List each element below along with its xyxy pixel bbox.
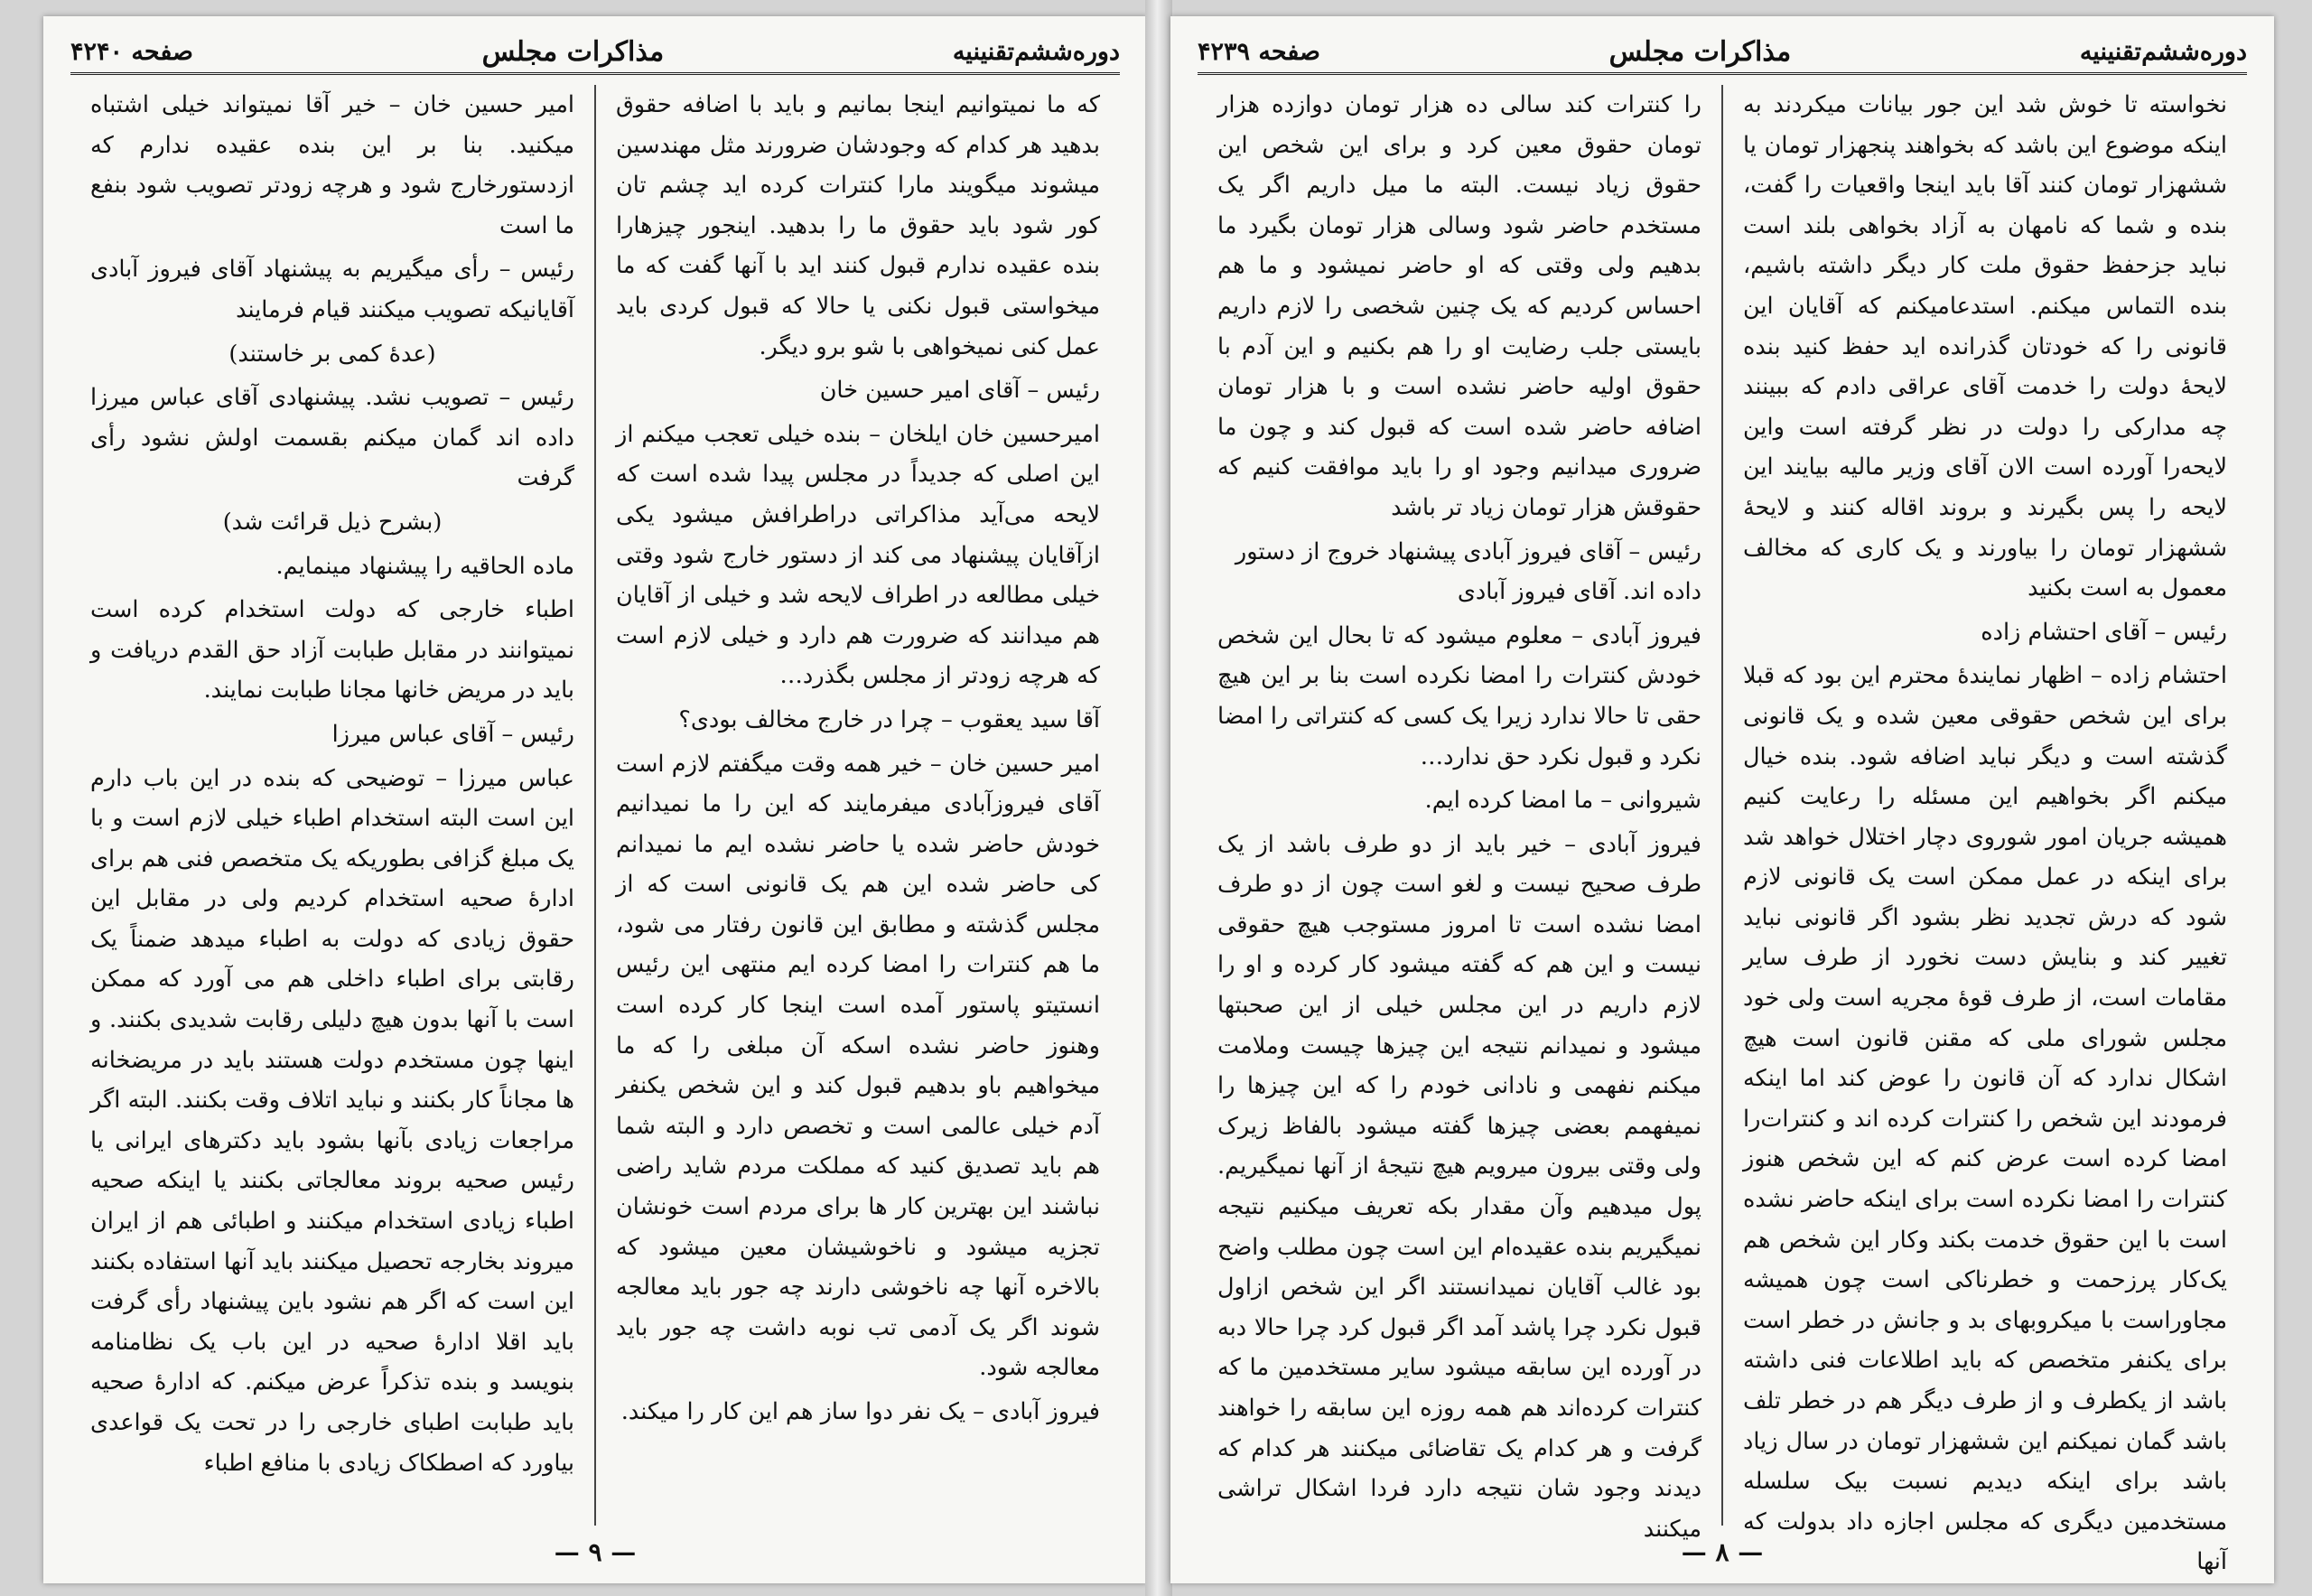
paragraph: امیر حسین خان – خیر آقا نمیتواند خیلی اشتباه میکنید. بنا بر این بنده عقیده ندارم که ازدستورخارج شود و هرچه زودتر تصویب شود بنفع ما است xyxy=(90,91,574,239)
paragraph: عباس میرزا – توضیحی که بنده در این باب دارم این است البته استخدام اطباء خیلی لازم است و با یک مبلغ گزافی بطوریکه یک متخصص فنی هم برای ادارهٔ صحیه استخدام کردیم ولی در مقابل این حقوق زیادی که دولت به اطباء میدهد ضمناً یک رقابتی برای اطباء داخلی هم می آورد که ممکن است با آنها بدون هیچ دلیلی رقابت شدیدی بکنند. و اینها چون مستخدم دولت هستند باید در مریضخانه ها مجاناً کار بکنند و نباید اتلاف وقت بکنند. البته اگر مراجعات زیادی بآنها بشود باید دکترهای ایرانی یا رئیس صحیه بروند معالجاتی بکنند یا اینکه صحیه اطباء زیادی استخدام میکنند و اطبائی هم از ایران میروند بخارجه تحصیل میکنند باید آنها استفاده بکنند این است که اگر هم نشود باین پیشنهاد رأی گرفت باید اقلا ادارهٔ صحیه در این باب یک نظامنامه بنویسد و بنده تذکراً عرض میکنم. که ادارهٔ صحیه باید طبابت اطبای خارجی را در تحت یک قواعدی بیاورد که اصطکاک زیادی با منافع اطباء xyxy=(90,764,574,1477)
paragraph: که ما نمیتوانیم اینجا بمانیم و باید با اضافه حقوق بدهید هر کدام که وجودشان ضرورند مثل مهندسین میشوند میگویند مارا کنترات کرده اید چشم تان کور شود باید حقوق ما را بدهید. اینجور چیزهارا بنده عقیده ندارم قبول کنند اید با آنها گفت که ما میخواستی قبول نکنی یا حالا که قبول کردی باید عمل کنی نمیخواهی با شو برو دیگر. xyxy=(616,91,1100,360)
paragraph: اطباء خارجی که دولت استخدام کرده است نمیتوانند در مقابل طبابت آزاد حق القدم دریافت و باید در مریض خانها مجانا طبابت نمایند. xyxy=(90,596,574,705)
page-left xyxy=(43,16,1147,1583)
speaker-line: رئیس – آقای عباس میرزا xyxy=(331,720,574,748)
paragraph: نخواسته تا خوش شد این جور بیانات میکردند به اینکه موضوع این باشد که بخواهند پنجهزار تومان یا ششهزار تومان کنند آقا باید اینجا واقعیات را گفت، بنده و شما که نامهان به آزاد بخواهی بلند است نباید جزحفظ حقوق ملت کار دیگر داشته باشیم، بنده التماس میکنم. استدعامیکنم که آقایان این قانونی را که خودتان گذرانده اید حفظ کنید بنده لایحهٔ دولت را خدمت آقای عراقی دادم که ببینند چه مدارکی را دولت در نظر گرفته است واین لایحه‌را آورده است الان آقای وزیر مالیه بیایند این لایحه را پس بگیرند و بروند اقاله کنند و لایحهٔ ششهزار تومان را بیاورند و یک کاری که مخالف معمول به است بکنید xyxy=(1743,91,2227,602)
paragraph: فیروز آبادی – خیر باید از دو طرف باشد از یک طرف صحیح نیست و لغو است چون از دو طرف امضا نشده است تا امروز مستوجب هیچ حقوقی نیست و این هم که گفته میشود کار کرده و او را لازم داریم در این مجلس خیلی از این صحبتها میشود و نمیدانم نتیجه این چیزها چیست وملامت میکنم نفهمی و نادانی خودم را که این چیزها را نمیفهمم بعضی چیزها گفته میشود بالفاظ زیرک ولی وقتی بیرون میرویم هیچ نتیجهٔ از آنها نمیگیریم. پول میدهیم وآن مقدار بکه تعریف میکنیم نتیجه نمیگیریم بنده عقیده‌ام این است چون مطلب واضح بود غالب آقایان نمیدانستند اگر این شخص ازاول قبول نکرد چرا پاشد آمد اگر قبول کرد چرا حالا دبه در آورده این سابقه میشود سایر مستخدمین ما که کنترات کرده‌اند هم همه روزه این سابقه را خواهند گرفت و هر کدام یک تقاضائی میکنند هر کدام که دیدند وجود شان نتیجه دارد فردا اشکال تراشی میکنند xyxy=(1217,830,1702,1543)
column-left xyxy=(70,85,596,1526)
header-title: مذاکرات مجلس xyxy=(1608,35,1792,68)
header-page-number: صفحه ۴۲۳۹ xyxy=(1198,37,1320,66)
speaker-line: آقا سید یعقوب – چرا در خارج مخالف بودی؟ xyxy=(678,705,1100,733)
page-footer-number: — ۸ — xyxy=(1681,1537,1764,1567)
header-series: دوره‌ششم‌تقنینیه xyxy=(2079,37,2247,66)
paragraph: فیروز آبادی – معلوم میشود که تا بحال این شخص خودش کنترات را امضا نکرده است بنا بر این هیچ حقی تا حالا ندارد زیرا یک کسی که کنتراتی را امضا نکرد و قبول نکرد حق ندارد… xyxy=(1217,621,1701,770)
page-header xyxy=(70,31,1120,75)
stage-direction: (بشرح ذیل قرائت شد) xyxy=(222,508,443,536)
book-gutter xyxy=(1145,0,1172,1596)
paragraph: ماده الحاقیه را پیشنهاد مینمایم. xyxy=(275,552,574,580)
paragraph: امیر حسین خان – خیر همه وقت میگفتم لازم است آقای فیروزآبادی میفرمایند که این را ما نمیدانیم خودش حاضر شده یا حاضر نشده ایم ما نمیدانم کی حاضر شده این هم یک قانونی است که از مجلس گذشته و مطابق این قانون رفتار می شود، ما هم کنترات را امضا کرده ایم منتهی این رئیس انستیتو پاستور آمده است اینجا کار کرده است وهنوز حاضر نشده اسکه آن مبلغی را که ما میخواهیم باو بدهیم قبول کند و این شخص یکنفر آدم خیلی عالمی است و تخصص دارد و البته شما هم باید تصدیق کنید که مملکت مردم شاید راضی نباشند این بهترین کار ها برای مردم است خونشان تجزیه میشود و ناخوشیشان معین میشود که بالاخره آنها چه ناخوشی دارند چه جور باید معالجه شوند اگر یک آدمی تب نوبه داشت چه جور باید معالجه شود. xyxy=(616,750,1100,1382)
paragraph: امیرحسین خان ایلخان – بنده خیلی تعجب میکنم از این اصلی که جدیداً در مجلس پیدا شده است که لایحه می‌آید مذاکراتی دراطرافش میشود یکی ازآقایان پیشنهاد می کند از دستور خارج شود وقتی خیلی مطالعه در اطراف لایحه شد و خیلی از آقایان هم میدانند که ضرورت هم دارد و خیلی لازم است که هرچه زودتر از مجلس بگذرد… xyxy=(616,420,1100,690)
speaker-line: شیروانی – ما امضا کرده ایم. xyxy=(1424,787,1701,815)
header-title: مذاکرات مجلس xyxy=(481,35,665,68)
text-columns xyxy=(70,85,1120,1526)
paragraph: رئیس – تصویب نشد. پیشنهادی آقای عباس میرزا داده اند گمان میکنم بقسمت اولش نشود رأی گرفت xyxy=(90,384,574,492)
page-header xyxy=(1198,31,2247,75)
column-left xyxy=(1198,85,1723,1543)
page-right xyxy=(1170,16,2274,1583)
paragraph: رئیس – رأی میگیریم به پیشنهاد آقای فیروز آبادی آقایانیکه تصویب میکنند قیام فرمایند xyxy=(90,256,574,323)
speaker-line: رئیس – آقای احتشام زاده xyxy=(1981,618,2227,646)
header-series: دوره‌ششم‌تقنینیه xyxy=(952,37,1120,66)
speaker-line: رئیس – آقای فیروز آبادی پیشنهاد خروج از دستور داده اند. آقای فیروز آبادی xyxy=(1235,537,1701,606)
paragraph: را کنترات کند سالی ده هزار تومان دوازده هزار تومان حقوق معین کرد و برای این شخص این حقوق زیاد نیست. البته ما میل داریم اگر یک مستخدم حاضر شود وسالی هزار تومان بگیرد ما بدهیم ولی وقتی که او حاضر نمیشود و ما هم احساس کردیم که یک چنین شخصی را لازم داریم بایستی جلب رضایت او را هم بکنیم و این آدم با حقوق اولیه حاضر نشده است و با هزار تومان اضافه حاضر شده است که قبول کند و چون ما ضروری میدانیم وجود او را باید موافقت کنیم که حقوقش هزار تومان زیاد تر باشد xyxy=(1217,91,1701,521)
paragraph: احتشام زاده – اظهار نمایندهٔ محترم این بود که قبلا برای این شخص حقوقی معین شده و یک قانونی گذشته است و دیگر نباید اضافه شود. بنده خیال میکنم اگر بخواهیم این مسئله را رعایت کنیم همیشه جریان امور شوروی دچار اختلال خواهد شد برای اینکه در عمل ممکن است یک قانونی لازم شود که درش تجدید نظر بشود اگر قانونی نباید تغییر کند و بنایش دست نخورد از طرف سایر مقامات است، از طرف قوهٔ مجریه است ولی خود مجلس شورای ملی که مقنن قانون است هیچ اشکال ندارد که آن قانون را عوض کند اما اینکه فرمودند این شخص را کنترات کرده اند و کنترات‌را امضا کرده است عرض کنم که این شخص هنوز کنترات را امضا نکرده است برای اینکه حاضر نشده است با این حقوق خدمت بکند وکار این شخص هم یک‌کار پرزحمت و خطرناکی است چون همیشه مجاوراست با میکروبهای بد و جانش در خطر است برای یکنفر متخصص که باید اطلاعات فنی داشته باشد از یکطرف و از طرف دیگر هم در خطر تلف باشد گمان نمیکنم این ششهزار تومان در سال زیاد باشد برای اینکه دیدیم نسبت بیک سلسله مستخدمین دیگری که مجلس اجازه داد بدولت که آنها xyxy=(1743,662,2227,1576)
column-right xyxy=(1723,85,2247,1576)
page-footer-number: — ۹ — xyxy=(554,1537,637,1567)
stage-direction: (عدهٔ کمی بر خاستند) xyxy=(228,340,436,368)
paragraph: فیروز آبادی – یک نفر دوا ساز هم این کار را میکند. xyxy=(620,1398,1100,1425)
header-page-number: صفحه ۴۲۴۰ xyxy=(70,37,193,66)
text-columns xyxy=(1198,85,2247,1576)
column-right xyxy=(596,85,1120,1526)
speaker-line: رئیس – آقای امیر حسین خان xyxy=(819,377,1100,405)
